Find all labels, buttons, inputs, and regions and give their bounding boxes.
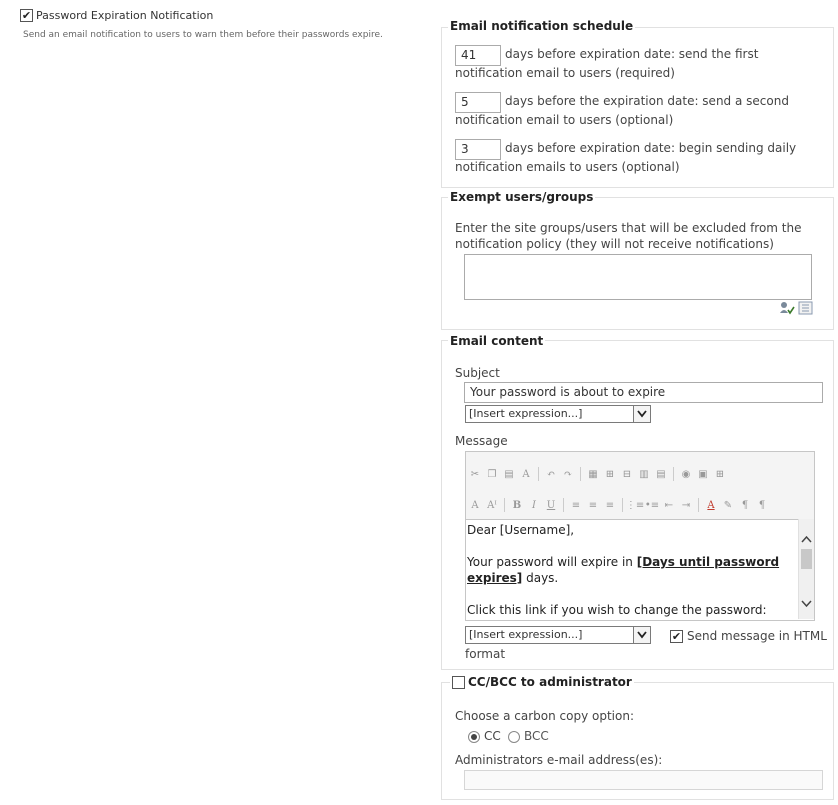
paste-icon[interactable]: ▤ xyxy=(504,468,514,480)
editor-toolbar-row-2 xyxy=(468,493,769,517)
message-editor[interactable] xyxy=(465,451,815,621)
undo-icon[interactable]: ↶ xyxy=(546,468,556,480)
copy-icon[interactable]: ❐ xyxy=(487,468,497,480)
merge-cells-icon[interactable]: ▥ xyxy=(639,468,649,480)
subject-label: Subject xyxy=(455,366,500,380)
message-expire-line xyxy=(467,554,797,586)
bcc-radio-label: BCC xyxy=(524,729,549,743)
underline-icon[interactable]: U xyxy=(546,499,556,511)
bulleted-list-icon[interactable]: •≡ xyxy=(644,499,660,511)
align-right-icon[interactable]: ≡ xyxy=(605,499,615,511)
message-expire-prefix: Your password will expire in xyxy=(467,555,633,569)
left-to-right-icon[interactable]: ¶ xyxy=(741,499,749,511)
notification-schedule-title: Email notification schedule xyxy=(450,19,634,33)
editor-toolbar xyxy=(466,452,814,519)
table-properties-icon[interactable]: ⊞ xyxy=(715,468,725,480)
exempt-users-description: Enter the site groups/users that will be excluded from the notification policy (they will not receive notifications) xyxy=(455,221,802,251)
scroll-up-icon[interactable] xyxy=(801,532,812,546)
bold-icon[interactable]: B xyxy=(512,499,522,511)
days-until-expire-token[interactable]: [Days until password expires] xyxy=(467,555,780,585)
cut-icon[interactable]: ✂ xyxy=(470,468,480,480)
cc-bcc-toggle[interactable] xyxy=(450,675,634,689)
message-expire-suffix: days. xyxy=(526,571,559,585)
second-notification-text: days before the expiration date: send a second notification email to users (optional) xyxy=(455,94,789,127)
split-cells-icon[interactable]: ▤ xyxy=(656,468,666,480)
toolbar-separator xyxy=(504,498,505,512)
table-icon[interactable]: ▦ xyxy=(588,468,598,480)
message-body[interactable] xyxy=(466,519,798,619)
cc-bcc-title: CC/BCC to administrator xyxy=(468,675,632,689)
browse-directory-icon[interactable] xyxy=(798,301,813,315)
first-notification-days-input[interactable]: 41 xyxy=(455,45,501,66)
font-size-icon[interactable]: Aᴵ xyxy=(487,499,497,511)
scroll-down-icon[interactable] xyxy=(801,597,812,611)
cc-bcc-section xyxy=(441,675,834,800)
scroll-thumb[interactable] xyxy=(801,549,812,569)
right-to-left-icon[interactable]: ¶ xyxy=(758,499,766,511)
toolbar-separator xyxy=(538,467,539,481)
insert-column-icon[interactable]: ⊟ xyxy=(622,468,632,480)
cc-radio-label: CC xyxy=(484,729,501,743)
email-content-title: Email content xyxy=(450,334,544,348)
admin-email-label: Administrators e-mail address(es): xyxy=(455,753,663,767)
html-format-checkbox[interactable]: ✔ xyxy=(671,630,682,643)
message-greeting: Dear [Username], xyxy=(467,523,575,537)
increase-indent-icon[interactable]: ⇥ xyxy=(681,499,691,511)
exempt-users-title: Exempt users/groups xyxy=(450,190,594,204)
toolbar-separator xyxy=(563,498,564,512)
daily-notification-text: days before expiration date: begin sending daily notification emails to users (optional) xyxy=(455,141,797,174)
password-expiration-checkbox[interactable]: ✔ xyxy=(21,9,32,22)
password-expiration-label: Password Expiration Notification xyxy=(36,9,214,22)
numbered-list-icon[interactable]: ⋮≡ xyxy=(625,499,645,511)
align-center-icon[interactable]: ≡ xyxy=(588,499,598,511)
redo-icon[interactable]: ↷ xyxy=(563,468,573,480)
image-icon[interactable]: ▣ xyxy=(698,468,708,480)
decrease-indent-icon[interactable]: ⇤ xyxy=(664,499,674,511)
insert-row-icon[interactable]: ⊞ xyxy=(605,468,615,480)
html-format-option[interactable] xyxy=(670,627,827,646)
cc-bcc-checkbox[interactable] xyxy=(452,676,465,689)
cc-radio-option[interactable] xyxy=(468,727,501,746)
notification-schedule-section xyxy=(441,19,834,188)
italic-icon[interactable]: I xyxy=(532,499,536,511)
message-scrollbar[interactable] xyxy=(798,519,814,619)
carbon-copy-label: Choose a carbon copy option: xyxy=(455,709,635,723)
subject-insert-expression-value: [Insert expression...] xyxy=(469,407,583,420)
daily-notification-days-input[interactable]: 3 xyxy=(455,139,501,160)
cc-radio[interactable] xyxy=(468,731,480,743)
message-label: Message xyxy=(455,434,508,448)
html-format-label: Send message in HTML xyxy=(687,629,827,643)
email-content-section xyxy=(441,334,834,670)
bcc-radio[interactable] xyxy=(508,731,520,743)
hyperlink-icon[interactable]: ◉ xyxy=(681,468,691,480)
admin-email-input[interactable] xyxy=(464,770,823,790)
text-color-icon[interactable]: A xyxy=(707,499,715,511)
subject-insert-expression-select[interactable] xyxy=(465,405,651,423)
align-left-icon[interactable]: ≡ xyxy=(571,499,581,511)
toolbar-separator xyxy=(622,498,623,512)
toolbar-separator xyxy=(698,498,699,512)
toolbar-separator xyxy=(580,467,581,481)
subject-input[interactable]: Your password is about to expire xyxy=(464,382,823,403)
highlight-icon[interactable]: ✎ xyxy=(723,499,733,511)
message-insert-expression-select[interactable] xyxy=(465,626,651,644)
toolbar-separator xyxy=(673,467,674,481)
html-format-label-wrap: format xyxy=(465,647,506,661)
exempt-users-input[interactable] xyxy=(464,254,812,300)
clear-format-icon[interactable]: A xyxy=(522,468,530,480)
second-notification-days-input[interactable]: 5 xyxy=(455,92,501,113)
font-icon[interactable]: A xyxy=(471,499,479,511)
check-names-icon[interactable] xyxy=(779,301,795,315)
exempt-users-section xyxy=(441,190,834,330)
editor-toolbar-row-1 xyxy=(468,462,727,486)
password-expiration-description: Send an email notification to users to warn them before their passwords expire. xyxy=(23,30,383,40)
message-link-line: Click this link if you wish to change the password: xyxy=(467,603,767,617)
first-notification-text: days before expiration date: send the first notification email to users (required) xyxy=(455,47,759,80)
password-expiration-option[interactable] xyxy=(20,9,213,22)
message-insert-expression-value: [Insert expression...] xyxy=(469,628,583,641)
chevron-down-icon xyxy=(633,627,650,643)
bcc-radio-option[interactable] xyxy=(508,727,549,746)
chevron-down-icon xyxy=(633,406,650,422)
